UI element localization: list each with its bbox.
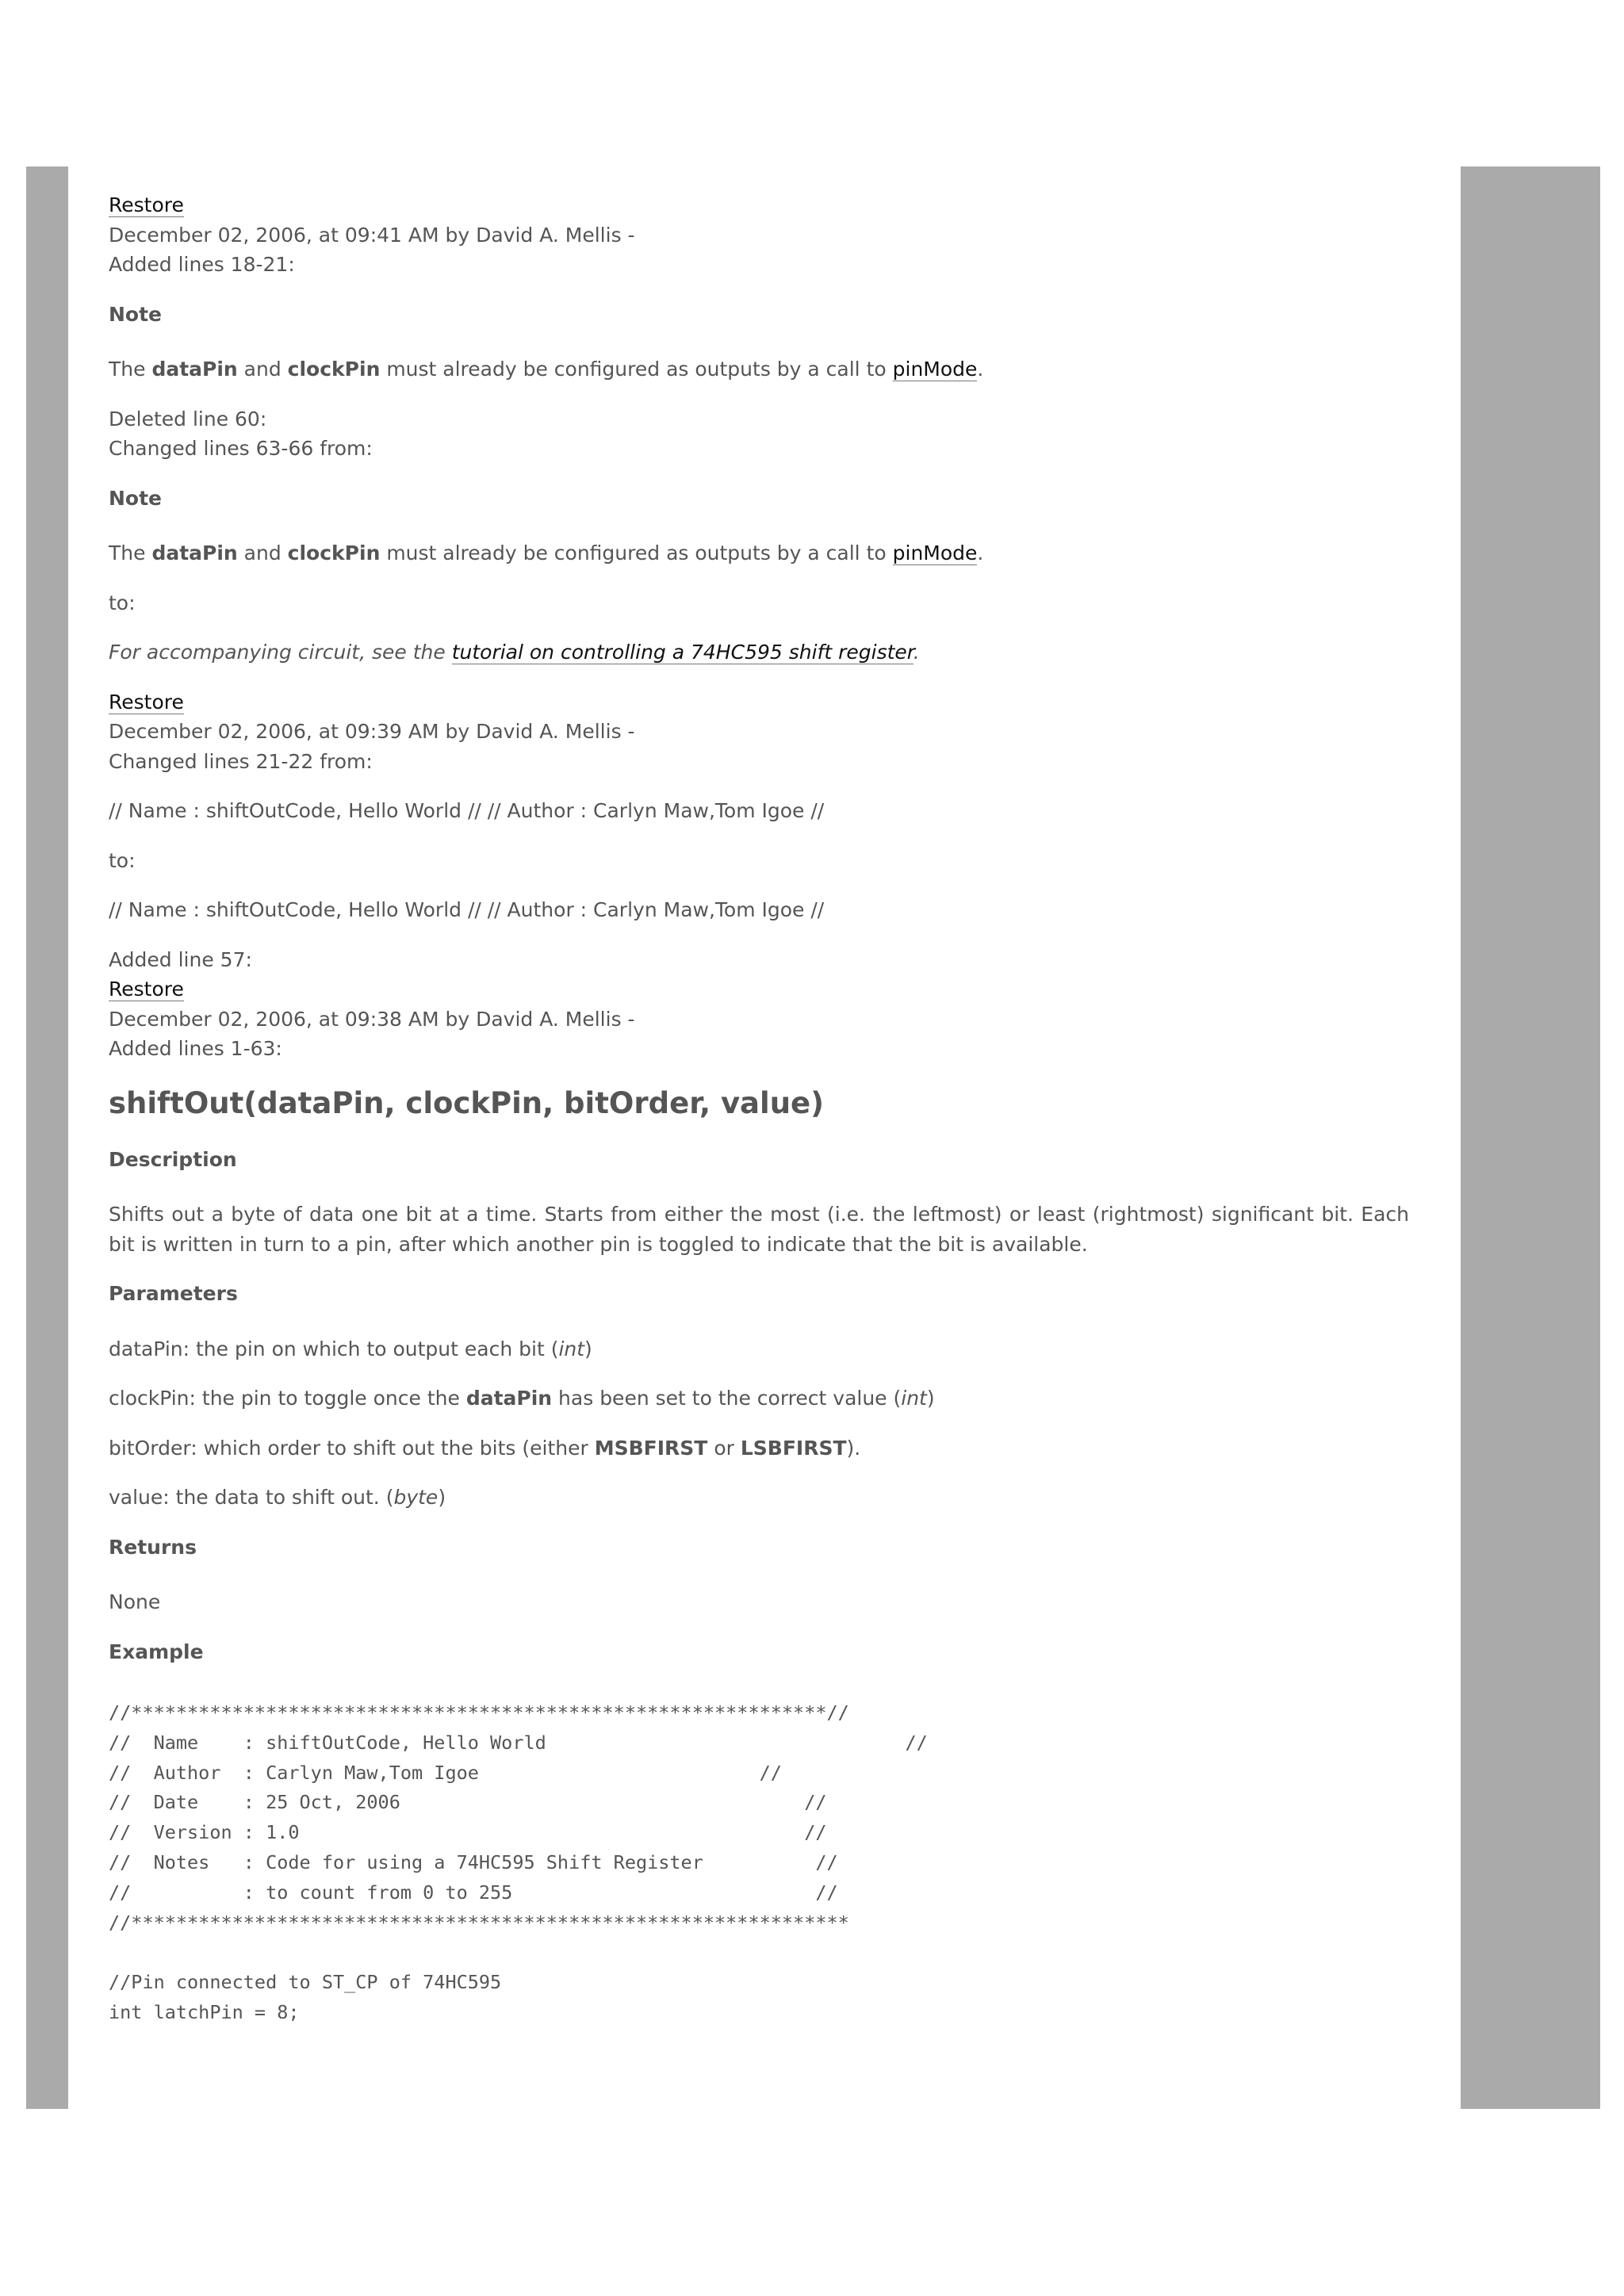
description-text: Shifts out a byte of data one bit at a time. Starts from either the most (i.e. the leftmost) or least (rightmost) significant bit. Each bit is written in turn to a pin, after which another pin is toggled to indicate that the bit is available. [109,1203,1409,1256]
changed-lines: Changed lines 63-66 from: [109,437,373,460]
note-text: The dataPin and clockPin must already be configured as outputs by a call to pinMode. [109,541,984,564]
revision-change: Changed lines 21-22 from: [109,749,373,773]
revision-entry [109,687,1409,777]
diff-from-line: // Name : shiftOutCode, Hello World // // Author : Carlyn Maw,Tom Igoe // [109,799,825,822]
left-border-bar [26,166,68,2109]
function-title: shiftOut(dataPin, clockPin, bitOrder, value) [109,1085,825,1120]
revision-entry [109,190,1409,280]
restore-link[interactable]: Restore [109,978,184,1001]
to-label: to: [109,591,136,614]
returns-text: None [109,1590,161,1613]
param-value: value: the data to shift out. (byte) [109,1486,446,1509]
to-label: to: [109,848,136,872]
revision-entry [109,974,1409,1064]
param-datapin: dataPin: the pin on which to output each bit (int) [109,1337,592,1360]
revision-change: Added lines 1-63: [109,1037,282,1060]
pinmode-link[interactable]: pinMode [892,358,978,381]
tutorial-link[interactable]: tutorial on controlling a 74HC595 shift register [451,641,914,664]
page-content [109,190,1409,2028]
right-border-bar [1461,166,1600,2109]
revision-meta: December 02, 2006, at 09:41 AM by David A. Mellis - [109,223,635,247]
revision-meta: December 02, 2006, at 09:38 AM by David A. Mellis - [109,1007,635,1031]
example-heading: Example [109,1640,204,1663]
example-code: //**************************************************************// // Name : shiftOutCode, Hello World // // Author : Carlyn Maw,Tom Igoe // // Date : 25 Oct, 2006 // // Version : 1.0 // // Notes : Code for using a 74HC595 Shift Register // // : to count from 0 to 255 // //**************************************************************** //Pin connected to ST_CP of 74HC595 int latchPin = 8; [109,1701,928,2023]
added-line: Added line 57: [109,947,252,971]
param-clockpin: clockPin: the pin to toggle once the dataPin has been set to the correct value (int) [109,1387,935,1410]
pinmode-link[interactable]: pinMode [892,541,978,564]
description-heading: Description [109,1147,237,1171]
note-heading: Note [109,302,163,326]
parameters-heading: Parameters [109,1282,238,1305]
revision-change: Added lines 18-21: [109,253,295,276]
diff-to-line: // Name : shiftOutCode, Hello World // // Author : Carlyn Maw,Tom Igoe // [109,898,825,921]
param-bitorder: bitOrder: which order to shift out the bits (either MSBFIRST or LSBFIRST). [109,1436,861,1460]
deleted-line: Deleted line 60: [109,407,267,430]
circuit-note: For accompanying circuit, see the tutorial on controlling a 74HC595 shift register. [109,641,920,664]
returns-heading: Returns [109,1535,197,1559]
restore-link[interactable]: Restore [109,690,184,714]
revision-changes [109,404,1409,464]
note-heading: Note [109,486,163,510]
note-text: The dataPin and clockPin must already be configured as outputs by a call to pinMode. [109,358,984,381]
revision-meta: December 02, 2006, at 09:39 AM by David A. Mellis - [109,720,635,743]
restore-link[interactable]: Restore [109,193,184,216]
